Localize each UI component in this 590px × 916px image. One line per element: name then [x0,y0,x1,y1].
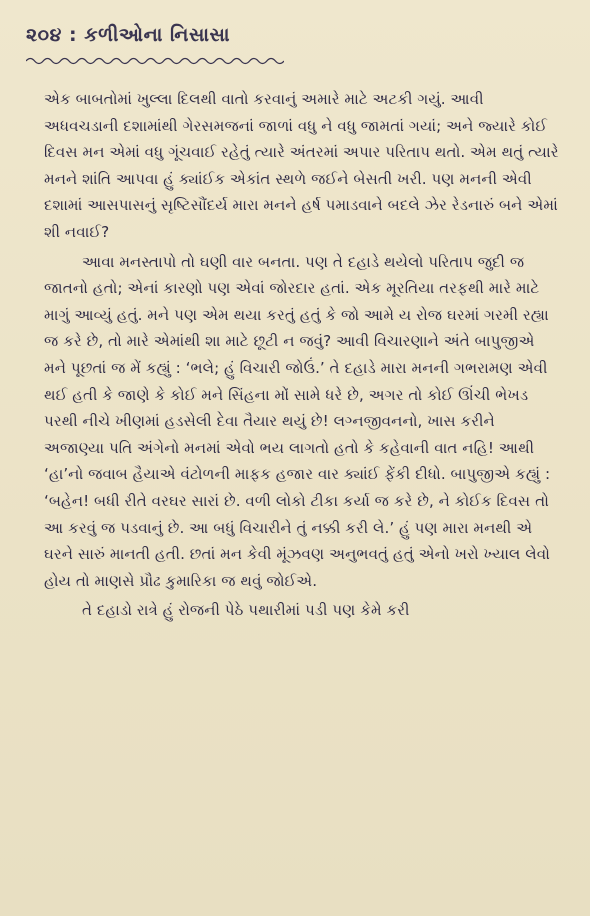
header-separator: : [69,24,78,46]
paragraph-2: આવા મનસ્તાપો તો ઘણી વાર બનતા. પણ તે દહાડે થયેલો પરિતાપ જુદી જ જાતનો હતો; એનાં કારણો પણ એવાં જોરદાર હતાં. એક મૂરતિયા તરફથી મારે માટે માગું આવ્યું હતું. મને પણ એમ થયા કરતું હતું કે જો આમે ય રોજ ઘરમાં ગરમી રહ્યા જ કરે છે, તો મારે એમાંથી શા માટે છૂટી ન જવું? આવી વિચારણાને અંતે બાપુજીએ મને પૂછતાં જ મેં કહ્યું : ‘ભલે; હું વિચારી જોઉં.’ તે દહાડે મારા મનની ગભરામણ એવી થઈ હતી કે જાણે કે કોઈ મને સિંહના મોં સામે ધરે છે, અગર તો કોઈ ઊંચી ભેખડ પરથી નીચે ખીણમાં હડસેલી દેવા તૈયાર થયું છે! લગ્નજીવનનો, ખાસ કરીને અજાણ્યા પતિ અંગેનો મનમાં એવો ભય લાગતો હતો કે કહેવાની વાત નહિ! આથી ‘હા’નો જવાબ હૈયાએ વંટોળની માફક હજાર વાર ક્યાંઈ ફેંકી દીધો. બાપુજીએ કહ્યું : ‘બહેન! બધી રીતે વરઘર સારાં છે. વળી લોકો ટીકા કર્યા જ કરે છે, ને કોઈક દિવસ તો આ કરવું જ પડવાનું છે. આ બધું વિચારીને તું નક્કી કરી લે.’ હું પણ મારા મનથી એ ઘરને સારું માનતી હતી. છતાં મન કેવી મૂંઝવણ અનુભવતું હતું એનો ખરો ખ્યાલ લેવો હોય તો માણસે પ્રૌઢ કુમારિકા જ થવું જોઈએ. [44,252,551,590]
chapter-title: કળીઓના નિસાસા [84,24,231,46]
wavy-underline-ornament [26,56,284,66]
page-number: ૨૦૪ [26,24,62,46]
paragraph-1: એક બાબતોમાં ખુલ્લા દિલથી વાતો કરવાનું અમારે માટે અટકી ગયું. આવી અધવચડાની દશામાંથી ગેરસમજનાં જાળાં વધુ ને વધુ જામતાં ગયાં; અને જ્યારે કોઈ દિવસ મન એમાં વધુ ગૂંચવાઈ રહેતું ત્યારે અંતરમાં અપાર પરિતાપ થતો. એમ થતું ત્યારે મનને શાંતિ આપવા હું ક્યાંઈક એકાંત સ્થળે જઈને બેસતી ખરી. પણ મનની એવી દશામાં આસપાસનું સૃષ્ટિસૌંદર્ય મારા મનને હર્ષ પમાડવાને બદલે ઝેર રેડનારું બને એમાં શી નવાઈ? [44,90,559,241]
body-text [44,86,559,624]
paragraph-3: તે દહાડો રાત્રે હું રોજની પેઠે પથારીમાં પડી પણ કેમે કરી [82,601,410,620]
page-header [26,24,230,46]
